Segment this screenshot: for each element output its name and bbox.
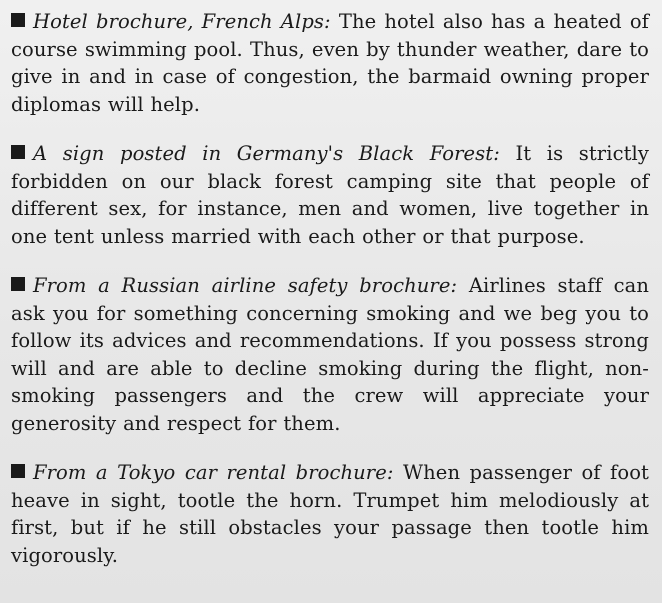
square-bullet-icon — [11, 145, 25, 159]
entry-russian-airline — [11, 272, 649, 437]
entry-source: A sign posted in Germany's Black Forest: — [33, 142, 500, 165]
entry-text: Airlines staff can ask you for something concerning smoking and we beg you to follow its advices and recommendations. If you possess strong will and are able to decline smoking during the flight, non-smoking passengers and the crew will appreciate your generosity and respect for them. — [11, 274, 649, 435]
square-bullet-icon — [11, 464, 25, 478]
entry-text: It is strictly forbidden on our black forest camping site that people of different sex, for instance, men and women, live together in one tent unless married with each other or that purpose. — [11, 142, 649, 248]
entry-source: From a Russian airline safety brochure: — [33, 274, 458, 297]
entry-text: When passenger of foot heave in sight, tootle the horn. Trumpet him melodiously at first, but if he still obstacles your passage then tootle him vigorously. — [11, 461, 649, 567]
entry-text: The hotel also has a heated of course swimming pool. Thus, even by thunder weather, dare to give in and in case of congestion, the barmaid owning proper diplomas will help. — [11, 10, 649, 116]
entry-source: From a Tokyo car rental brochure: — [33, 461, 394, 484]
square-bullet-icon — [11, 13, 25, 27]
entry-black-forest-sign — [11, 140, 649, 250]
page-text — [11, 8, 649, 591]
entry-hotel-brochure — [11, 8, 649, 118]
square-bullet-icon — [11, 277, 25, 291]
entry-source: Hotel brochure, French Alps: — [33, 10, 331, 33]
entry-tokyo-car-rental — [11, 459, 649, 569]
